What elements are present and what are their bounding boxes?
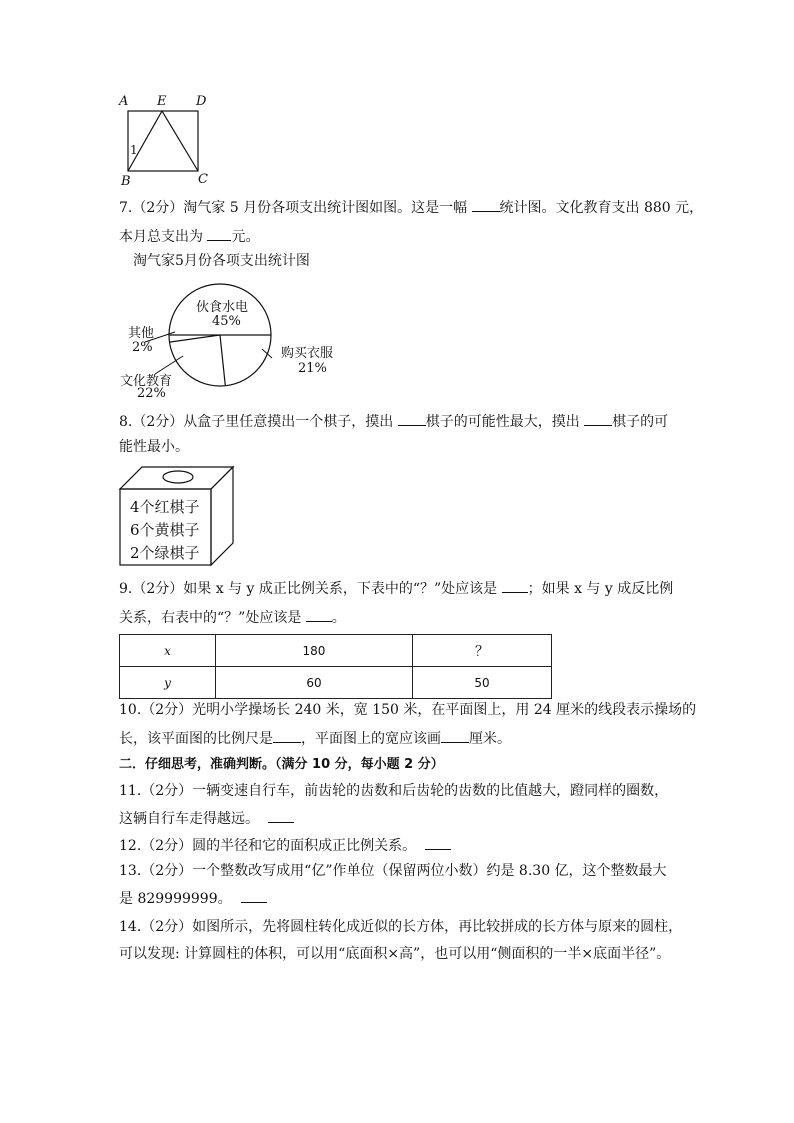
- table-cell: 60: [216, 667, 413, 699]
- section-2-title: 二．仔细思考，准确判断。（满分 10 分，每小题 2 分）: [119, 757, 444, 772]
- slice-label-food: 伙食水电: [196, 300, 249, 315]
- label-e: E: [157, 94, 167, 109]
- q13-line1: 13.（2分）一个整数改写成用“亿”作单位（保留两位小数）约是 8.30 亿，这个整数最大: [119, 863, 667, 879]
- q12-line1: 12.（2分）圆的半径和它的面积成正比例关系。: [119, 835, 451, 856]
- table-row-x: [120, 635, 552, 667]
- q11-line1: 11.（2分）一辆变速自行车，前齿轮的齿数和后齿轮的齿数的比值越大，蹬同样的圈数，: [119, 783, 669, 799]
- slice-label-clothes: 购买衣服: [281, 346, 334, 361]
- slice-percent-other: 2%: [132, 340, 153, 355]
- q10-line2: 长，该平面图的比例尺是 ，平面图上的宽应该画 厘米。: [119, 728, 511, 749]
- pie-chart-title: 淘气家5月份各项支出统计图: [133, 253, 310, 269]
- label-d: D: [196, 94, 207, 109]
- q13-blank[interactable]: [241, 888, 267, 903]
- box-item-yellow: 6个黄棋子: [130, 521, 200, 539]
- q10-line1: 10.（2分）光明小学操场长 240 米，宽 150 米，在平面图上，用 24 厘米的线段表示操场的: [119, 702, 697, 718]
- q10-blank-width[interactable]: [441, 728, 469, 743]
- q13-line2: 是 829999999。: [119, 888, 267, 909]
- q14-line1: 14.（2分）如图所示，先将圆柱转化成近似的长方体，再比较拼成的长方体与原来的圆柱，: [119, 919, 683, 935]
- slice-percent-education: 22%: [137, 386, 166, 401]
- box-item-green: 2个绿棋子: [130, 544, 200, 562]
- box-item-red: 4个红棋子: [130, 498, 200, 516]
- q7-blank-total[interactable]: [207, 226, 231, 241]
- q7-line2: 本月总支出为 元。: [119, 226, 259, 247]
- table-row-y: [120, 667, 552, 699]
- q9-blank-inverse[interactable]: [306, 607, 332, 622]
- q9-line2: 关系，右表中的“？”处应该是 。: [119, 607, 346, 628]
- q11-line2: 这辆自行车走得越远。: [119, 808, 294, 829]
- q10-blank-scale[interactable]: [273, 728, 301, 743]
- q14-line2: 可以发现: 计算圆柱的体积，可以用“底面积×高”，也可以用“侧面积的一半×底面半径”。: [119, 946, 671, 962]
- slice-label-education: 文化教育: [120, 374, 173, 389]
- label-c: C: [198, 172, 208, 187]
- q7-line1: 7.（2分）淘气家 5 月份各项支出统计图如图。这是一幅 统计图。文化教育支出 880 元，: [119, 197, 703, 218]
- q11-blank[interactable]: [268, 808, 294, 823]
- slice-label-other: 其他: [128, 326, 155, 341]
- table-header-x: x: [120, 635, 216, 667]
- leader-line-clothes: [262, 349, 272, 358]
- table-cell: 180: [216, 635, 413, 667]
- table-cell-question: ？: [412, 635, 551, 667]
- q9-blank-direct[interactable]: [502, 578, 528, 593]
- angle-label-1: 1: [130, 143, 138, 157]
- table-header-y: y: [120, 667, 216, 699]
- q8-line1: 8.（2分）从盒子里任意摸出一个棋子，摸出 棋子的可能性最大，摸出 棋子的可: [119, 411, 668, 432]
- q8-blank-least[interactable]: [584, 411, 612, 426]
- q9-line1: 9.（2分）如果 x 与 y 成正比例关系，下表中的“？”处应该是 ；如果 x 与 y 成反比例: [119, 578, 673, 599]
- slice-percent-food: 45%: [212, 314, 241, 329]
- q7-blank-chart-type[interactable]: [472, 197, 500, 212]
- slice-percent-clothes: 21%: [298, 361, 327, 376]
- q8-blank-most[interactable]: [398, 411, 426, 426]
- pie-slice-boundary-clothes: [220, 335, 225, 386]
- xy-table: [119, 634, 552, 699]
- table-cell: 50: [412, 667, 551, 699]
- label-a: A: [119, 94, 129, 109]
- q8-line2: 能性最小。: [119, 439, 189, 455]
- pie-slice-boundary-education: [169, 335, 220, 342]
- q12-blank[interactable]: [425, 835, 451, 850]
- label-b: B: [121, 174, 131, 189]
